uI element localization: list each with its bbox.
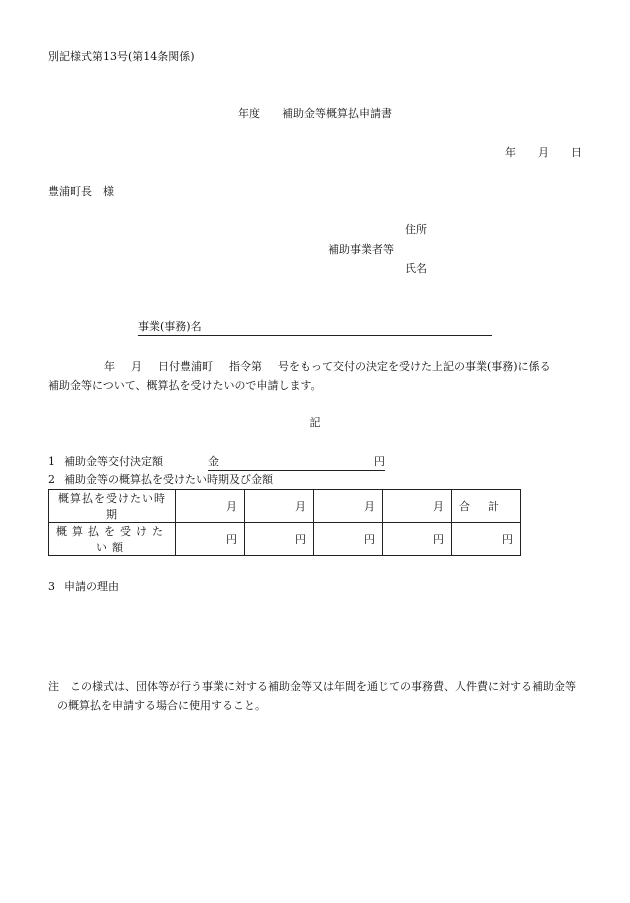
item-3	[48, 580, 119, 594]
footnote	[48, 677, 588, 715]
grant-amount-kin: 金	[208, 455, 219, 468]
item-1-number: 1	[48, 455, 55, 468]
item-2	[48, 473, 273, 487]
applicant-role-label: 補助事業者等	[328, 243, 394, 256]
footnote-label: 注	[48, 680, 59, 693]
document-title	[0, 107, 630, 121]
item-2-label: 補助金等の概算払を受けたい時期及び金額	[64, 473, 273, 486]
total-header-b: 計	[488, 500, 499, 513]
address-label: 住所	[405, 223, 427, 236]
body-sentence-2: 補助金等について、概算払を受けたいので申請します。	[48, 379, 322, 392]
period-cell: 月	[245, 490, 314, 523]
title-main: 補助金等概算払申請書	[282, 107, 392, 120]
grant-amount-yen: 円	[374, 455, 385, 468]
schedule-period-row	[49, 490, 521, 523]
amount-cell: 円	[176, 523, 245, 556]
total-header-a: 合	[459, 500, 470, 513]
item-3-number: 3	[48, 580, 55, 593]
amount-cell: 円	[383, 523, 452, 556]
body-date-prefix: 日付豊浦町	[158, 360, 213, 373]
addressee: 豊浦町長 様	[48, 185, 114, 198]
total-header-cell	[452, 490, 521, 523]
name-label: 氏名	[405, 262, 427, 275]
date-line	[505, 146, 582, 160]
amount-row-header: 概算払を受けたい額	[49, 523, 176, 556]
period-row-header: 概算払を受けたい時期	[49, 490, 176, 523]
period-cell: 月	[314, 490, 383, 523]
amount-total-cell: 円	[452, 523, 521, 556]
project-name-label: 事業(事務)名	[138, 320, 202, 333]
period-cell: 月	[383, 490, 452, 523]
body-year: 年	[104, 360, 115, 373]
ki-heading: 記	[309, 416, 321, 429]
request-statement	[48, 357, 584, 395]
schedule-table	[48, 489, 521, 556]
date-year: 年	[505, 146, 516, 159]
item-1-label: 補助金等交付決定額	[64, 455, 163, 468]
schedule-amount-row	[49, 523, 521, 556]
body-sentence-1: 号をもって交付の決定を受けた上記の事業(事務)に係る	[278, 360, 551, 373]
amount-cell: 円	[314, 523, 383, 556]
period-cell: 月	[176, 490, 245, 523]
project-name-field	[138, 320, 492, 336]
footnote-line-1: この様式は、団体等が行う事業に対する補助金等又は年間を通じての事務費、人件費に対する補助金等	[70, 680, 576, 693]
form-number: 別記様式第13号(第14条関係)	[48, 50, 195, 63]
item-2-number: 2	[48, 473, 55, 486]
item-1	[48, 455, 163, 469]
date-day: 日	[571, 146, 582, 159]
body-directive: 指令第	[229, 360, 262, 373]
amount-cell: 円	[245, 523, 314, 556]
item-3-label: 申請の理由	[64, 580, 119, 593]
grant-amount-field	[208, 455, 385, 471]
date-month: 月	[538, 146, 549, 159]
title-year-prefix: 年度	[238, 107, 260, 120]
footnote-line-2: の概算払を申請する場合に使用すること。	[57, 699, 266, 712]
body-month: 月	[131, 360, 142, 373]
